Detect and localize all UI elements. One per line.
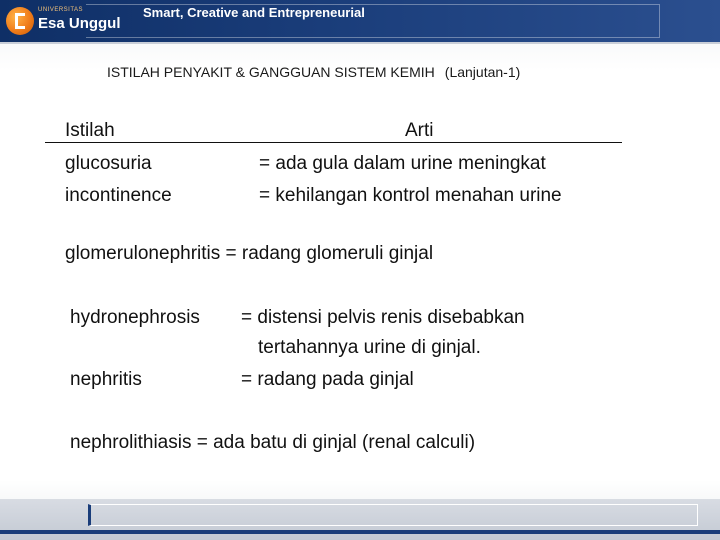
footer-frame bbox=[88, 504, 698, 526]
term-hydronephrosis: hydronephrosis bbox=[70, 307, 200, 328]
tagline: Smart, Creative and Entrepreneurial bbox=[143, 5, 365, 20]
entry-nephrolithiasis: nephrolithiasis = ada batu di ginjal (renal calculi) bbox=[70, 432, 476, 453]
term-nephritis: nephritis bbox=[70, 369, 142, 390]
header-underline bbox=[45, 142, 622, 143]
footer-line bbox=[0, 530, 720, 534]
slide-title-main: ISTILAH PENYAKIT & GANGGUAN SISTEM KEMIH bbox=[107, 64, 435, 80]
column-header-meaning: Arti bbox=[405, 120, 434, 141]
logo-text: Esa Unggul bbox=[38, 15, 121, 32]
slide-title-sub: (Lanjutan-1) bbox=[444, 64, 521, 80]
meaning-nephritis: = radang pada ginjal bbox=[241, 369, 414, 390]
university-logo bbox=[6, 5, 124, 37]
meaning-hydronephrosis-line2: tertahannya urine di ginjal. bbox=[258, 337, 481, 358]
meaning-glucosuria: = ada gula dalam urine meningkat bbox=[259, 153, 546, 174]
meaning-hydronephrosis-line1: = distensi pelvis renis disebabkan bbox=[241, 307, 525, 328]
logo-mark-icon bbox=[6, 7, 34, 35]
column-header-term: Istilah bbox=[65, 120, 115, 141]
term-glucosuria: glucosuria bbox=[65, 153, 152, 174]
meaning-incontinence: = kehilangan kontrol menahan urine bbox=[259, 185, 562, 206]
entry-glomerulonephritis: glomerulonephritis = radang glomeruli ginjal bbox=[65, 243, 434, 264]
logo-small-text: UNIVERSITAS bbox=[38, 7, 84, 13]
term-incontinence: incontinence bbox=[65, 185, 172, 206]
header-band bbox=[0, 0, 720, 44]
slide-title bbox=[107, 64, 520, 80]
